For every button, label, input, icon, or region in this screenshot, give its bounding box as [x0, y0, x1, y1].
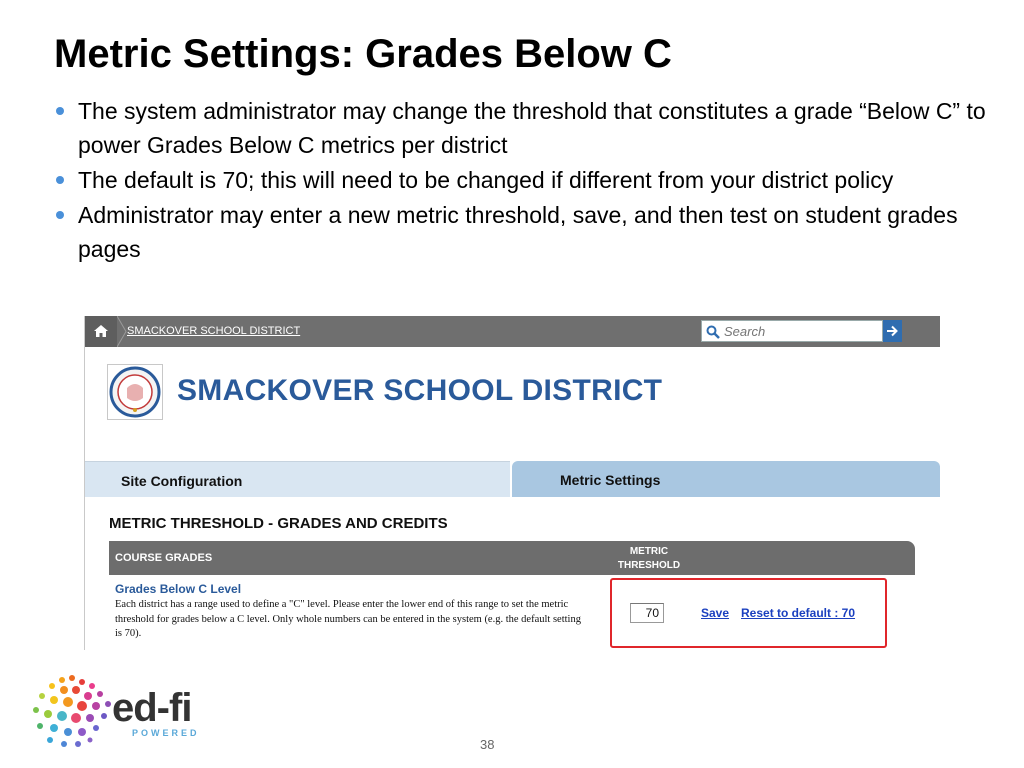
slide-title: Metric Settings: Grades Below C: [54, 32, 672, 76]
home-icon: [93, 324, 109, 338]
bullet-item: [56, 198, 986, 266]
tab-label: Metric Settings: [560, 472, 661, 488]
table-header: [109, 541, 915, 575]
bullet-dot-icon: [56, 107, 64, 115]
search-submit-button[interactable]: [883, 320, 902, 342]
search-box: [701, 320, 883, 342]
bullet-text: The system administrator may change the threshold that constitutes a grade “Below C” to power Grades Below C metrics per district: [78, 98, 986, 158]
bullet-text: The default is 70; this will need to be changed if different from your district policy: [78, 167, 894, 193]
column-header-metric-threshold: METRIC THRESHOLD: [617, 546, 681, 571]
tab-label: Site Configuration: [121, 473, 243, 489]
tab-site-configuration[interactable]: [85, 461, 510, 497]
breadcrumb-link[interactable]: SMACKOVER SCHOOL DISTRICT: [127, 325, 301, 337]
bullet-item: [56, 94, 986, 162]
row-description: Each district has a range used to define a "C" level. Please enter the lower end of this range to set the metric threshold for grades below a C level. Only whole numbers can be entered in the system (e.g. the default setting is 70).: [115, 599, 581, 639]
home-button[interactable]: [85, 316, 117, 347]
search-icon: [706, 325, 720, 339]
edfi-logo-text: ed-fi: [112, 686, 192, 730]
bullet-text: Administrator may enter a new metric threshold, save, and then test on student grades pages: [78, 202, 958, 262]
breadcrumb-separator-icon: [117, 316, 127, 347]
app-screenshot: [84, 316, 940, 650]
district-title: SMACKOVER SCHOOL DISTRICT: [177, 374, 663, 407]
reset-to-default-link[interactable]: Reset to default : 70: [741, 606, 856, 620]
bullet-item: [56, 163, 986, 197]
bullet-dot-icon: [56, 176, 64, 184]
column-header-course-grades: COURSE GRADES: [115, 552, 213, 564]
tab-metric-settings[interactable]: [512, 461, 940, 497]
search-input[interactable]: [724, 323, 879, 339]
page-number: 38: [480, 737, 495, 752]
row-title: Grades Below C Level: [115, 582, 242, 596]
metric-threshold-input[interactable]: [630, 603, 664, 623]
edfi-logo-subtext: POWERED: [132, 728, 200, 738]
district-seal-logo: [107, 364, 163, 420]
top-navigation-bar: [85, 316, 940, 347]
arrow-right-icon: [886, 325, 899, 337]
bullet-dot-icon: [56, 211, 64, 219]
bullet-list: [56, 94, 986, 267]
save-link[interactable]: Save: [701, 606, 730, 620]
section-title: METRIC THRESHOLD - GRADES AND CREDITS: [109, 515, 448, 532]
